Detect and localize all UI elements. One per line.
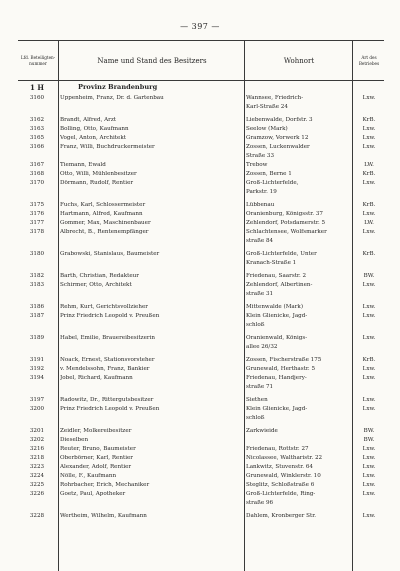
row-number: 3197 (29, 397, 45, 403)
business-type: BW. (363, 273, 375, 279)
owner-address: Friedenau, Rottstr. 27 (246, 446, 309, 452)
table-row (18, 272, 384, 281)
business-type: KrB. (362, 251, 376, 257)
row-number: 3225 (29, 482, 45, 488)
owner-name: Nölle, F., Kaufmann (60, 473, 117, 479)
owner-name: Rohrbacher, Erich, Mechaniker (60, 482, 150, 488)
owner-address: Steglitz, Schloßstraße 6 (246, 482, 315, 488)
business-type: Lxw. (362, 455, 376, 461)
owner-name: Vogel, Anton, Architekt (60, 135, 126, 141)
owner-address: Gramzow, Vorwerk 12 (246, 135, 309, 141)
row-number: 3175 (29, 202, 45, 208)
header-address: Wohnort (244, 41, 353, 80)
table-row (18, 290, 384, 299)
business-type: KrB. (362, 171, 376, 177)
owner-name: Reuter, Bruno, Baumeister (60, 446, 136, 452)
owner-address: straße 31 (246, 291, 274, 297)
owner-name: Alexander, Adolf, Rentier (60, 464, 132, 470)
row-number: 3178 (29, 229, 45, 235)
owner-address: Oranienwald, Königs- (246, 335, 308, 341)
table-body (18, 81, 384, 521)
business-type: Lxw. (362, 406, 376, 412)
business-type: KrB. (362, 202, 376, 208)
owner-name: Jobel, Richard, Kaufmann (60, 375, 133, 381)
owner-address: Grunewald, Herthastr. 5 (246, 366, 316, 372)
row-number: 3201 (29, 428, 45, 434)
table-row (18, 454, 384, 463)
table-row (18, 321, 384, 330)
owner-name: Noack, Ernest, Stationsvorsteher (60, 357, 155, 363)
page-number: — 397 — (180, 22, 220, 31)
owner-name: Zeidler, Molkereibesitzer (60, 428, 132, 434)
table-row (18, 374, 384, 383)
table-header (18, 41, 384, 81)
owner-address: Dahlem, Kronberger Str. (246, 513, 317, 519)
owner-name: Rehm, Kurt, Gerichtsvollzieher (60, 304, 148, 310)
row-number: 3165 (29, 135, 45, 141)
owner-name: Franz, Willi, Buchdruckermeister (60, 144, 155, 150)
business-type: Lxw. (362, 95, 376, 101)
owner-name: Dörmann, Rudolf, Rentier (60, 180, 134, 186)
owner-name: Schirmer, Otto, Architekt (60, 282, 132, 288)
owner-name: Prinz Friedrich Leopold v. Preußen (60, 313, 160, 319)
owner-address: Nicolassee, Waltharistr. 22 (246, 455, 323, 461)
table-row (18, 356, 384, 365)
table-row (18, 210, 384, 219)
business-type: Lxw. (362, 282, 376, 288)
owner-address: allee 26/32 (246, 344, 278, 350)
section-heading-row (18, 81, 384, 94)
row-number: 3182 (29, 273, 45, 279)
owner-address: Friedenau, Handjery- (246, 375, 307, 381)
table-row (18, 383, 384, 392)
row-number: 3170 (29, 180, 45, 186)
owner-address: Siethen (246, 397, 268, 403)
owner-name: v. Mendelssohn, Franz, Bankier (60, 366, 150, 372)
row-number: 3176 (29, 211, 45, 217)
row-number: 3189 (29, 335, 45, 341)
table-row (18, 445, 384, 454)
owner-address: Parkstr. 19 (246, 189, 277, 195)
owner-name: Radowitz, Dr., Rittergutsbesitzer (60, 397, 154, 403)
owner-name: Wertheim, Wilhelm, Kaufmann (60, 513, 147, 519)
table-row (18, 228, 384, 237)
business-type: Lxw. (362, 144, 376, 150)
row-number: 1 H (30, 83, 44, 92)
table-row (18, 312, 384, 321)
header-number: Lfd. Beteiligten-nummer (20, 55, 56, 66)
table-row (18, 281, 384, 290)
table-row (18, 463, 384, 472)
owner-address: Liebenwalde, Dorfstr. 3 (246, 117, 313, 123)
owner-address: Zossen, Luckenwalder (246, 144, 310, 150)
business-type: BW. (363, 428, 375, 434)
owner-address: Schlachtensee, Wolfsmarker (246, 229, 327, 235)
table-row (18, 125, 384, 134)
table-row (18, 512, 384, 521)
row-number: 3224 (29, 473, 45, 479)
owner-address: Wannsee, Friedrich- (246, 95, 304, 101)
owner-address: Friedenau, Saarstr. 2 (246, 273, 307, 279)
owner-address: straße 84 (246, 238, 274, 244)
table-row (18, 396, 384, 405)
table-row (18, 427, 384, 436)
row-number: 3202 (29, 437, 45, 443)
table-row (18, 343, 384, 352)
row-number: 3167 (29, 162, 45, 168)
table-row (18, 250, 384, 259)
owner-address: Lübbenau (246, 202, 275, 208)
business-type: LW. (364, 162, 374, 168)
table-row (18, 134, 384, 143)
table-row (18, 414, 384, 423)
business-type: Lxw. (362, 211, 376, 217)
owner-address: schloß (246, 415, 265, 421)
table-row (18, 201, 384, 210)
table-row (18, 499, 384, 508)
row-number: 3216 (29, 446, 45, 452)
business-type: Lxw. (362, 397, 376, 403)
owner-address: straße 71 (246, 384, 274, 390)
business-type: Lxw. (362, 126, 376, 132)
table-row (18, 237, 384, 246)
row-number: 3218 (29, 455, 45, 461)
business-type: BW. (363, 437, 375, 443)
table-row (18, 116, 384, 125)
table-row (18, 436, 384, 445)
owner-name: Bolling, Otto, Kaufmann (60, 126, 129, 132)
row-number: 3160 (29, 95, 45, 101)
business-type: Lxw. (362, 135, 376, 141)
owners-table (18, 40, 384, 521)
table-row (18, 472, 384, 481)
owner-address: Karl-Straße 24 (246, 104, 288, 110)
business-type: Lxw. (362, 304, 376, 310)
row-number: 3162 (29, 117, 45, 123)
table-row (18, 161, 384, 170)
owner-address: Groß-Lichterfelde, Unter (246, 251, 317, 257)
owner-address: schloß (246, 322, 265, 328)
owner-name: Hartmann, Alfred, Kaufmann (60, 211, 143, 217)
owner-name: Dieselben (60, 437, 89, 443)
table-row (18, 188, 384, 197)
owner-name: Gommer, Max, Maschinenbauer (60, 220, 151, 226)
row-number: 3194 (29, 375, 45, 381)
header-class: Art des Betriebes (352, 41, 385, 80)
owner-name: Uppenheim, Franz, Dr. d. Gartenbau (60, 95, 164, 101)
owner-address: Kranach-Straße 1 (246, 260, 297, 266)
table-row (18, 179, 384, 188)
table-row (18, 365, 384, 374)
business-type: Lxw. (362, 375, 376, 381)
table-row (18, 303, 384, 312)
owner-address: Groß-Lichterfelde, (246, 180, 299, 186)
owner-address: Groß-Lichterfelde, Ring- (246, 491, 316, 497)
owner-name: Grabowski, Stanislaus, Baumeister (60, 251, 160, 257)
table-row (18, 405, 384, 414)
row-number: 3163 (29, 126, 45, 132)
owner-name: Tiemann, Ewald (60, 162, 106, 168)
owner-address: Mittenwalde (Mark) (246, 304, 303, 310)
business-type: Lxw. (362, 491, 376, 497)
row-number: 3191 (29, 357, 45, 363)
table-row (18, 152, 384, 161)
owner-name: Fuchs, Karl, Schlossermeister (60, 202, 146, 208)
table-row (18, 170, 384, 179)
owner-address: Grunewald, Winklerstr. 10 (246, 473, 321, 479)
owner-address: Trebow (246, 162, 268, 168)
owner-address: Zossen, Berne 1 (246, 171, 292, 177)
table-row (18, 490, 384, 499)
table-row (18, 481, 384, 490)
business-type: Lxw. (362, 513, 376, 519)
table-row (18, 103, 384, 112)
row-number: 3183 (29, 282, 45, 288)
business-type: Lxw. (362, 482, 376, 488)
owner-address: Zarkwieide (246, 428, 278, 434)
owner-address: Zossen, Fischerstraße 175 (246, 357, 322, 363)
owner-name: Albrecht, B., Rentenempfänger (60, 229, 149, 235)
table-row (18, 94, 384, 103)
owner-name: Brandt, Alfred, Arzt (60, 117, 117, 123)
business-type: Lxw. (362, 313, 376, 319)
table-row (18, 219, 384, 228)
business-type: Lxw. (362, 229, 376, 235)
owner-address: Zehlendorf, Albertinen- (246, 282, 313, 288)
row-number: 3168 (29, 171, 45, 177)
header-name: Name und Stand des Besitzers (58, 41, 245, 80)
table-row (18, 334, 384, 343)
owner-name: Goetz, Paul, Apotheker (60, 491, 126, 497)
owner-address: straße 96 (246, 500, 274, 506)
owner-address: Lankwitz, Stuvenstr. 64 (246, 464, 313, 470)
business-type: LW. (364, 220, 374, 226)
business-type: Lxw. (362, 366, 376, 372)
business-type: KrB. (362, 117, 376, 123)
row-number: 3226 (29, 491, 45, 497)
business-type: Lxw. (362, 473, 376, 479)
owner-address: Klein Glienicke, Jagd- (246, 406, 308, 412)
owner-name: Prinz Friedrich Leopold v. Preußen (60, 406, 160, 412)
row-number: 3186 (29, 304, 45, 310)
business-type: Lxw. (362, 446, 376, 452)
table-row (18, 143, 384, 152)
owner-address: Oranienburg, Königsstr. 37 (246, 211, 323, 217)
owner-address: Seelow (Mark) (246, 126, 288, 132)
row-number: 3223 (29, 464, 45, 470)
owner-address: Zehlendorf, Potsdamerstr. 5 (246, 220, 326, 226)
business-type: Lxw. (362, 180, 376, 186)
owner-name: Barth, Christian, Redakteur (60, 273, 139, 279)
owner-name: Oberbörner, Karl, Rentier (60, 455, 133, 461)
row-number: 3166 (29, 144, 45, 150)
business-type: KrB. (362, 357, 376, 363)
table-row (18, 259, 384, 268)
business-type: Lxw. (362, 464, 376, 470)
row-number: 3192 (29, 366, 45, 372)
owner-name: Otto, Willi, Mühlenbesitzer (60, 171, 137, 177)
business-type: Lxw. (362, 335, 376, 341)
row-number: 3180 (29, 251, 45, 257)
row-number: 3187 (29, 313, 45, 319)
row-number: 3200 (29, 406, 45, 412)
owner-name: Provinz Brandenburg (78, 83, 158, 91)
row-number: 3228 (29, 513, 45, 519)
row-number: 3177 (29, 220, 45, 226)
owner-address: Straße 33 (246, 153, 275, 159)
owner-name: Habel, Emilie, Brauereibesitzerin (60, 335, 155, 341)
owner-address: Klein Glienicke, Jagd- (246, 313, 308, 319)
